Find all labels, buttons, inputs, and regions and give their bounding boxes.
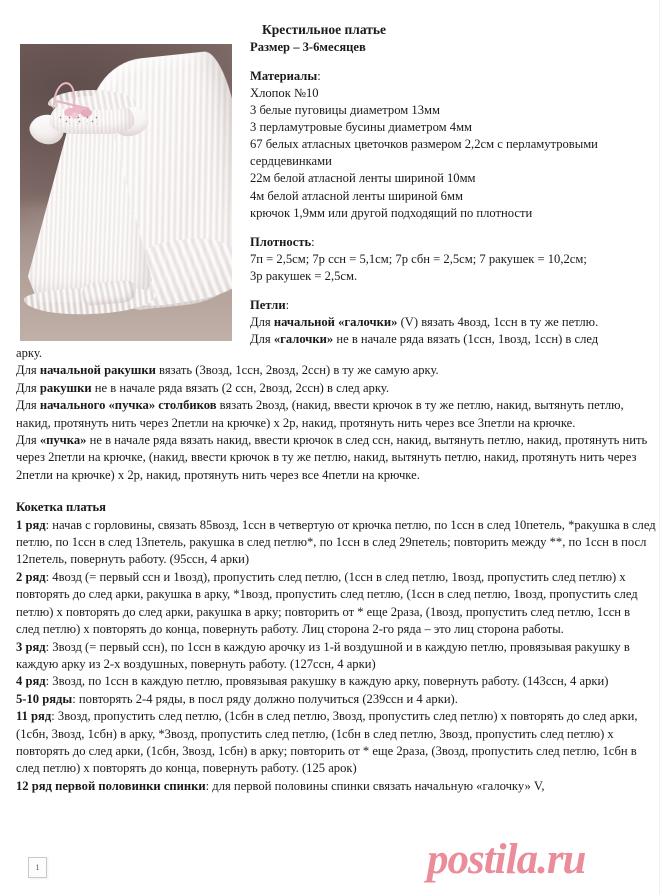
- shell-start-instruction: Для начальной ракушки вязать (3возд, 1ссн, 2возд, 2ссн) в ту же самую арку.: [16, 363, 439, 378]
- beaded-trim-dots: [56, 114, 102, 124]
- bodice-row: 4 ряд: 3возд, по 1ссн в каждую петлю, провязывая ракушку в каждую арку, повернуть работу. (143ссн, 4 арки): [16, 674, 609, 689]
- materials-item: Хлопок №10: [250, 86, 319, 100]
- size-line: Размер – 3-6месяцев: [250, 40, 366, 54]
- page-title: Крестильное платье: [262, 22, 386, 37]
- spacer: [250, 56, 658, 68]
- materials-item: сердцевинками: [250, 154, 332, 169]
- bunch-start-instruction: Для начального «пучка» столбиков вязать 2возд, (накид, ввести крючок в ту же петлю, накид, вытянуть петлю, накид, протянуть нить через 2петли на крючке) х 2р, накид, протянуть нить через все 3петли на крючке.: [16, 398, 624, 430]
- bodice-heading: Кокетка платья: [16, 500, 106, 515]
- materials-item: 4м белой атласной ленты шириной 6мм: [250, 188, 463, 203]
- bodice-row: 12 ряд первой половинки спинки: для первой половины спинки связать начальную «галочку» V,: [16, 778, 545, 793]
- materials-item: 22м белой атласной ленты шириной 10мм: [250, 171, 476, 186]
- right-text-column: [250, 22, 658, 348]
- christening-dress-image: [20, 44, 232, 341]
- main-instructions: [16, 345, 656, 795]
- density-line: 3р ракушек = 2,5см.: [250, 268, 358, 283]
- loops-line-v: Для «галочки» не в начале ряда вязать (1ссн, 1возд, 1ссн) в след: [250, 332, 599, 347]
- materials-heading: Материалы:: [250, 69, 321, 83]
- spacer: [250, 222, 658, 234]
- density-line: 7п = 2,5см; 7р ссн = 5,1см; 7р сбн = 2,5см; 7 ракушек = 10,2см;: [250, 251, 587, 266]
- bodice-row: 3 ряд: 3возд (= первый ссн), по 1ссн в каждую арочку из 1-й воздушной и в каждую петлю, провязывая ракушку в каждую арку из 2-х воздушных, повернуть работу. (127ссн, 4 арки): [16, 639, 630, 671]
- shell-instruction: Для ракушки не в начале ряда вязать (2 ссн, 2возд, 2ссн) в след арку.: [16, 380, 389, 395]
- bunch-instruction: Для «пучка» не в начале ряда вязать накид, ввести крючок в след ссн, накид, вытянуть петлю, накид, протянуть нить через 2петли на крючке, (накид, ввести крючок в ту же петлю, накид, вытянуть петлю, накид, протянуть нить через 2петли на крючке) х 2р, накид, протянуть нить через все 4петли на крючке.: [16, 433, 648, 482]
- loops-line-initial-v: Для начальной «галочки» (V) вязать 4возд, 1ссн в ту же петлю.: [250, 314, 599, 329]
- density-heading: Плотность:: [250, 234, 315, 249]
- bodice-row: 2 ряд: 4возд (= первый ссн и 1возд), пропустить след петлю, (1ссн в след петлю, 1возд, пропустить след петлю) х повторять до след арки, ракушка в арку, *1возд, пропустить след петлю, (1ссн в след петлю, 1возд, пропустить след петлю) х повторять до след арки, ракушка в арку; повторить от * еще 2раза, (1возд, пропустить след петлю, 1ссн в след петлю) х повторять до конца, повернуть работу. Лиц сторона 2-го ряда – это лиц сторона работы.: [16, 569, 638, 637]
- materials-item: 3 перламутровые бусины диаметром 4мм: [250, 120, 473, 135]
- spacer: [250, 285, 658, 297]
- bodice-row: 5-10 ряды: повторять 2-4 ряды, в посл ряду должно получиться (239ссн и 4 арки).: [16, 691, 458, 706]
- materials-item: 3 белые пуговицы диаметром 13мм: [250, 103, 440, 118]
- spacer: [16, 484, 656, 499]
- dress-photo: [20, 44, 232, 341]
- materials-item: крючок 1,9мм или другой подходящий по плотности: [250, 205, 533, 220]
- bodice-row: 1 ряд: начав с горловины, связать 85возд, 1ссн в четвертую от крючка петлю, по 1ссн в след 10петель, *ракушка в след петлю, по 1ссн в след 13петель, ракушка в след петлю*, по 1ссн в след 29петель; повторить между **, по 1ссн в посл 12петель, повернуть работу. (95ссн, 4 арки): [16, 517, 656, 567]
- site-watermark: postila.ru: [427, 836, 586, 883]
- loops-heading: Петли:: [250, 297, 290, 312]
- materials-item: 67 белых атласных цветочков размером 2,2см с перламутровыми: [250, 137, 598, 152]
- flow-line-arku: арку.: [16, 346, 43, 360]
- page-number-badge: 1: [28, 857, 47, 878]
- bodice-row: 11 ряд: 3возд, пропустить след петлю, (1сбн в след петлю, 3возд, пропустить след петлю) х повторять до след арки, (1сбн, 3возд, 1сбн) в арку, *3возд, пропустить след петлю, (1сбн в след петлю, 3возд, пропустить след петлю) х повторять до след арки, (1сбн, 3возд, 1сбн) в арку; повторить от * еще 2раза, (3возд, пропустить след петлю, 1сбн в след петлю) х повторять до конца, повернуть работу. (125 арок): [16, 709, 638, 776]
